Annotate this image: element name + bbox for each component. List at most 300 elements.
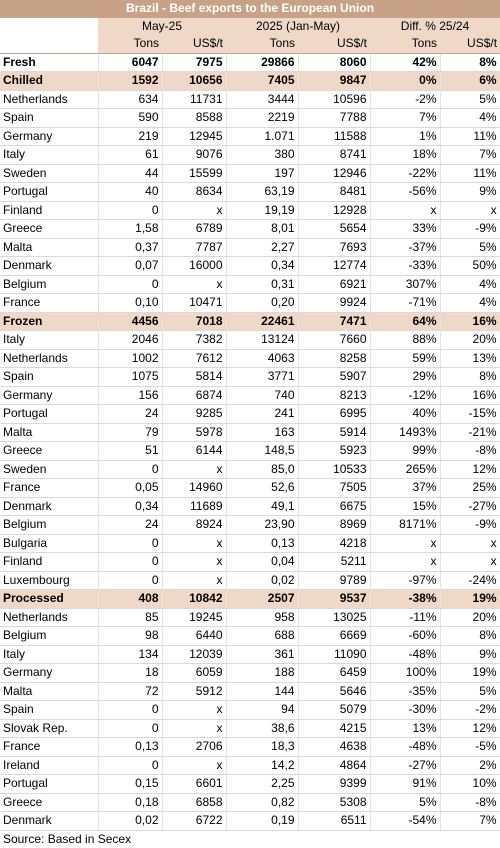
table-cell: 8634 [162, 183, 226, 202]
table-row [0, 331, 500, 350]
table-cell: 148,5 [226, 442, 298, 461]
table-cell: -21% [440, 423, 500, 442]
table-cell: 8060 [298, 53, 370, 72]
table-row [0, 479, 500, 498]
table-cell: 18,3 [226, 738, 298, 757]
table-row [0, 109, 500, 128]
table-cell: 88% [370, 331, 440, 350]
table-cell: 0,02 [98, 812, 162, 831]
row-label: Bulgaria [0, 534, 98, 553]
table-cell: 6789 [162, 220, 226, 239]
table-cell: 44 [98, 164, 162, 183]
row-label: Portugal [0, 405, 98, 424]
table-cell: 241 [226, 405, 298, 424]
table-cell: 52,6 [226, 479, 298, 498]
source-note: Source: Based in Secex [3, 831, 132, 846]
row-label: Denmark [0, 257, 98, 276]
table-cell: 219 [98, 127, 162, 146]
table-cell: 4% [440, 109, 500, 128]
table-cell: -27% [440, 497, 500, 516]
row-label: Greece [0, 220, 98, 239]
row-label: Spain [0, 368, 98, 387]
table-cell: -22% [370, 164, 440, 183]
table-cell: -2% [370, 90, 440, 109]
table-cell: 12946 [298, 164, 370, 183]
table-cell: 7018 [162, 312, 226, 331]
table-cell: 7787 [162, 238, 226, 257]
table-cell: 9924 [298, 294, 370, 313]
table-cell: 29866 [226, 53, 298, 72]
table-cell: 38,6 [226, 719, 298, 738]
table-cell: 7505 [298, 479, 370, 498]
table-cell: 2,25 [226, 775, 298, 794]
row-label: Denmark [0, 497, 98, 516]
table-row [0, 201, 500, 220]
table-cell: 0,20 [226, 294, 298, 313]
table-cell: x [162, 719, 226, 738]
table-cell: 11731 [162, 90, 226, 109]
table-cell: 0 [98, 460, 162, 479]
table-cell: 20% [440, 331, 500, 350]
table-cell: 22461 [226, 312, 298, 331]
table-cell: 0 [98, 201, 162, 220]
table-cell: -37% [370, 238, 440, 257]
table-row [0, 294, 500, 313]
table-cell: 5% [370, 793, 440, 812]
table-cell: 9% [440, 645, 500, 664]
row-label: Italy [0, 645, 98, 664]
table-cell: 156 [98, 386, 162, 405]
table-cell: 37% [370, 479, 440, 498]
table-cell: 91% [370, 775, 440, 794]
table-cell: x [440, 534, 500, 553]
table-cell: 0,10 [98, 294, 162, 313]
table-cell: 6459 [298, 664, 370, 683]
table-cell: 11689 [162, 497, 226, 516]
table-cell: x [370, 553, 440, 572]
table-cell: 5654 [298, 220, 370, 239]
table-cell: 8258 [298, 349, 370, 368]
table-cell: 6858 [162, 793, 226, 812]
table-cell: 0,13 [98, 738, 162, 757]
row-label: Sweden [0, 164, 98, 183]
table-row [0, 719, 500, 738]
table-cell: 6669 [298, 627, 370, 646]
table-cell: 0 [98, 571, 162, 590]
row-label: Greece [0, 442, 98, 461]
table-cell: 634 [98, 90, 162, 109]
table-cell: 590 [98, 109, 162, 128]
table-cell: x [440, 553, 500, 572]
table-cell: 7612 [162, 349, 226, 368]
table-cell: 5914 [298, 423, 370, 442]
row-label: France [0, 738, 98, 757]
table-cell: 0,18 [98, 793, 162, 812]
table-cell: 94 [226, 701, 298, 720]
table-cell: 24 [98, 516, 162, 535]
table-row [0, 442, 500, 461]
table-cell: 19% [440, 590, 500, 609]
row-label: Fresh [0, 53, 98, 72]
row-label: Spain [0, 109, 98, 128]
table-cell: 63,19 [226, 183, 298, 202]
table-cell: 8% [440, 53, 500, 72]
table-cell: 0,05 [98, 479, 162, 498]
table-cell: -56% [370, 183, 440, 202]
table-cell: x [370, 534, 440, 553]
table-cell: 0 [98, 719, 162, 738]
table-cell: 12039 [162, 645, 226, 664]
table-cell: 7405 [226, 72, 298, 91]
table-cell: 4638 [298, 738, 370, 757]
table-cell: 16% [440, 386, 500, 405]
table-cell: 0,13 [226, 534, 298, 553]
table-cell: -2% [440, 701, 500, 720]
table-cell: x [162, 571, 226, 590]
table-cell: -11% [370, 608, 440, 627]
table-cell: 0,34 [98, 497, 162, 516]
table-cell: 7471 [298, 312, 370, 331]
table-cell: 98 [98, 627, 162, 646]
table-cell: 7975 [162, 53, 226, 72]
table-cell: 9285 [162, 405, 226, 424]
table-row [0, 257, 500, 276]
table-cell: 1592 [98, 72, 162, 91]
table-cell: 12945 [162, 127, 226, 146]
table-cell: 9847 [298, 72, 370, 91]
section-row [0, 590, 500, 609]
table-cell: 11588 [298, 127, 370, 146]
table-row [0, 608, 500, 627]
table-cell: 0% [370, 72, 440, 91]
table-row [0, 756, 500, 775]
table-cell: 18 [98, 664, 162, 683]
table-cell: 6440 [162, 627, 226, 646]
table-row [0, 146, 500, 165]
table-cell: 8924 [162, 516, 226, 535]
table-cell: 361 [226, 645, 298, 664]
table-cell: 7% [440, 812, 500, 831]
table-row [0, 368, 500, 387]
table-row [0, 183, 500, 202]
table-cell: -48% [370, 645, 440, 664]
table-row [0, 571, 500, 590]
table-cell: 10% [440, 775, 500, 794]
table-cell: 197 [226, 164, 298, 183]
table-row [0, 423, 500, 442]
table-cell: 5308 [298, 793, 370, 812]
table-cell: 6% [440, 72, 500, 91]
section-row [0, 72, 500, 91]
table-cell: -30% [370, 701, 440, 720]
table-cell: 72 [98, 682, 162, 701]
table-cell: 6675 [298, 497, 370, 516]
table-cell: x [162, 701, 226, 720]
row-label: France [0, 294, 98, 313]
table-cell: -5% [440, 738, 500, 757]
table-cell: 2046 [98, 331, 162, 350]
table-cell: 20% [440, 608, 500, 627]
unit-header: US$/t [162, 35, 226, 53]
table-cell: x [162, 756, 226, 775]
table-cell: -24% [440, 571, 500, 590]
table-cell: 1075 [98, 368, 162, 387]
table-cell: x [370, 201, 440, 220]
table-cell: 14,2 [226, 756, 298, 775]
table-cell: 0 [98, 701, 162, 720]
table-cell: 5912 [162, 682, 226, 701]
table-row [0, 701, 500, 720]
table-row [0, 553, 500, 572]
table-cell: 51 [98, 442, 162, 461]
table-row [0, 386, 500, 405]
table-cell: 0,02 [226, 571, 298, 590]
table-cell: 1493% [370, 423, 440, 442]
row-label: Belgium [0, 516, 98, 535]
table-cell: 6047 [98, 53, 162, 72]
table-cell: 688 [226, 627, 298, 646]
row-label: Portugal [0, 183, 98, 202]
table-cell: 49,1 [226, 497, 298, 516]
table-cell: 1,58 [98, 220, 162, 239]
table-cell: -71% [370, 294, 440, 313]
table-cell: 18% [370, 146, 440, 165]
table-cell: 163 [226, 423, 298, 442]
table-cell: 2219 [226, 109, 298, 128]
table-cell: 10656 [162, 72, 226, 91]
table-cell: 15599 [162, 164, 226, 183]
table-cell: 144 [226, 682, 298, 701]
row-label: Germany [0, 127, 98, 146]
table-cell: 2,27 [226, 238, 298, 257]
table-cell: 8% [440, 368, 500, 387]
table-cell: 10471 [162, 294, 226, 313]
table-cell: -8% [440, 793, 500, 812]
table-row [0, 90, 500, 109]
table-body [0, 53, 500, 830]
table-cell: 265% [370, 460, 440, 479]
table-row [0, 275, 500, 294]
table-cell: 11% [440, 164, 500, 183]
table-cell: -9% [440, 516, 500, 535]
table-cell: 9789 [298, 571, 370, 590]
table-cell: 8741 [298, 146, 370, 165]
table-row [0, 238, 500, 257]
row-label: Netherlands [0, 90, 98, 109]
table-cell: 100% [370, 664, 440, 683]
table-cell: 15% [370, 497, 440, 516]
row-label: Frozen [0, 312, 98, 331]
table-cell: 10842 [162, 590, 226, 609]
row-label: Processed [0, 590, 98, 609]
table-cell: 9399 [298, 775, 370, 794]
table-cell: 59% [370, 349, 440, 368]
table-cell: 6921 [298, 275, 370, 294]
table-cell: 958 [226, 608, 298, 627]
table-row [0, 775, 500, 794]
table-cell: 12% [440, 719, 500, 738]
table-title: Brazil - Beef exports to the European Union [0, 0, 500, 18]
row-label: Greece [0, 793, 98, 812]
table-cell: 14960 [162, 479, 226, 498]
table-cell: x [162, 553, 226, 572]
table-cell: 6874 [162, 386, 226, 405]
row-label: Belgium [0, 627, 98, 646]
row-label: Chilled [0, 72, 98, 91]
table-cell: 7788 [298, 109, 370, 128]
period-header-month: May-25 [98, 18, 226, 36]
table-cell: x [162, 201, 226, 220]
table-cell: 12% [440, 460, 500, 479]
table-cell: 1.071 [226, 127, 298, 146]
table-cell: 380 [226, 146, 298, 165]
row-label: Luxembourg [0, 571, 98, 590]
table-row [0, 127, 500, 146]
period-header-ytd: 2025 (Jan-May) [226, 18, 370, 36]
table-row [0, 664, 500, 683]
table-row [0, 220, 500, 239]
table-cell: 4218 [298, 534, 370, 553]
table-cell: -60% [370, 627, 440, 646]
row-label: Malta [0, 238, 98, 257]
table-row [0, 793, 500, 812]
table-cell: 307% [370, 275, 440, 294]
row-label: Italy [0, 331, 98, 350]
row-label: Sweden [0, 460, 98, 479]
table-cell: 12774 [298, 257, 370, 276]
table-cell: 740 [226, 386, 298, 405]
table-cell: 134 [98, 645, 162, 664]
table-row [0, 645, 500, 664]
table-cell: 0,82 [226, 793, 298, 812]
table-cell: -54% [370, 812, 440, 831]
table-row [0, 405, 500, 424]
table-cell: 6059 [162, 664, 226, 683]
table-row [0, 497, 500, 516]
table-cell: 0 [98, 553, 162, 572]
table-cell: 4063 [226, 349, 298, 368]
table-cell: 8% [440, 627, 500, 646]
table-cell: 5923 [298, 442, 370, 461]
section-row [0, 312, 500, 331]
table-cell: 7382 [162, 331, 226, 350]
table-row [0, 812, 500, 831]
row-label: Finland [0, 553, 98, 572]
table-cell: 29% [370, 368, 440, 387]
table-cell: 24 [98, 405, 162, 424]
table-cell: 16000 [162, 257, 226, 276]
table-row [0, 738, 500, 757]
table-cell: 40% [370, 405, 440, 424]
table-cell: 23,90 [226, 516, 298, 535]
table-cell: 5% [440, 682, 500, 701]
row-label: Malta [0, 682, 98, 701]
table-cell: 11% [440, 127, 500, 146]
table-cell: 8481 [298, 183, 370, 202]
table-cell: 3771 [226, 368, 298, 387]
table-cell: x [440, 201, 500, 220]
table-cell: 6601 [162, 775, 226, 794]
table-cell: 19% [440, 664, 500, 683]
table-cell: x [162, 460, 226, 479]
table-cell: 19245 [162, 608, 226, 627]
row-label: Ireland [0, 756, 98, 775]
table-cell: 11090 [298, 645, 370, 664]
table-cell: 61 [98, 146, 162, 165]
table-cell: 5814 [162, 368, 226, 387]
table-cell: 0,34 [226, 257, 298, 276]
row-label: Denmark [0, 812, 98, 831]
table-cell: -35% [370, 682, 440, 701]
table-cell: 4864 [298, 756, 370, 775]
table-cell: 2706 [162, 738, 226, 757]
table-cell: 5079 [298, 701, 370, 720]
table-cell: 0,04 [226, 553, 298, 572]
table-cell: -27% [370, 756, 440, 775]
period-header-diff: Diff. % 25/24 [370, 18, 500, 36]
table-cell: 7% [370, 109, 440, 128]
footer-row [0, 830, 500, 848]
period-header-row [0, 18, 500, 36]
table-cell: x [162, 275, 226, 294]
table-cell: 10533 [298, 460, 370, 479]
table-cell: 99% [370, 442, 440, 461]
table-cell: 2% [440, 756, 500, 775]
table-cell: 40 [98, 183, 162, 202]
table-cell: 3444 [226, 90, 298, 109]
table-cell: 50% [440, 257, 500, 276]
table-row [0, 534, 500, 553]
row-label: Spain [0, 701, 98, 720]
section-row [0, 53, 500, 72]
table-cell: 13% [440, 349, 500, 368]
table-cell: 4% [440, 275, 500, 294]
table-cell: 79 [98, 423, 162, 442]
table-cell: 6995 [298, 405, 370, 424]
table-cell: 0,37 [98, 238, 162, 257]
table-cell: -8% [440, 442, 500, 461]
table-cell: 9076 [162, 146, 226, 165]
table-cell: -48% [370, 738, 440, 757]
row-label: France [0, 479, 98, 498]
table-cell: 8213 [298, 386, 370, 405]
table-cell: 25% [440, 479, 500, 498]
table-cell: 7660 [298, 331, 370, 350]
table-cell: 9% [440, 183, 500, 202]
table-cell: 33% [370, 220, 440, 239]
table-cell: 4456 [98, 312, 162, 331]
table-cell: 5978 [162, 423, 226, 442]
table-cell: 8,01 [226, 220, 298, 239]
row-label: Netherlands [0, 349, 98, 368]
table-cell: 7693 [298, 238, 370, 257]
table-cell: 5907 [298, 368, 370, 387]
table-cell: 4% [440, 294, 500, 313]
row-label: Netherlands [0, 608, 98, 627]
table-cell: 6144 [162, 442, 226, 461]
table-cell: 19,19 [226, 201, 298, 220]
table-cell: 8969 [298, 516, 370, 535]
table-cell: -9% [440, 220, 500, 239]
table-cell: 5% [440, 90, 500, 109]
table-row [0, 460, 500, 479]
table-cell: 0 [98, 756, 162, 775]
row-label: Slovak Rep. [0, 719, 98, 738]
table-cell: 64% [370, 312, 440, 331]
row-label: Portugal [0, 775, 98, 794]
table-title-row [0, 0, 500, 18]
table-cell: 42% [370, 53, 440, 72]
